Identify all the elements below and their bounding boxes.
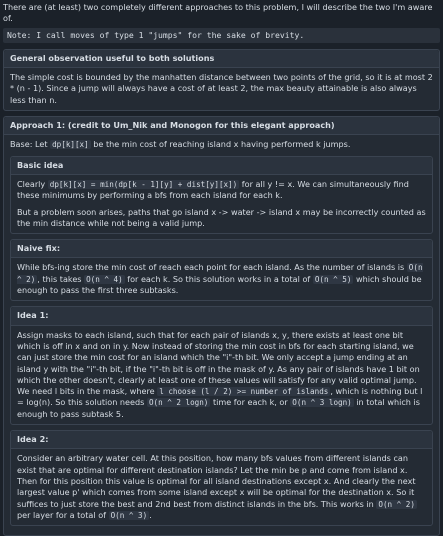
naive-text-4: which should be enough to pass the first three subtasks. — [17, 273, 422, 296]
base-text-pre: Base: Let — [10, 139, 51, 150]
naive-code-1: O(n ^ 2) — [17, 263, 423, 284]
basic-idea-paragraph-1 — [17, 179, 426, 202]
idea1-code-3: O(n ^ 3 logn) — [292, 398, 352, 408]
naive-code-2: O(n ^ 4) — [86, 274, 123, 284]
spoiler-general-observation-body — [4, 68, 439, 110]
spoiler-approach-1-body — [4, 135, 439, 535]
idea1-code-2: O(n ^ 2 logn) — [148, 398, 209, 408]
idea1-text-2: , which is nothing but l = log(n). So this solution needs — [17, 386, 423, 408]
spoiler-idea-1 — [10, 306, 433, 425]
note-code-block: Note: I call moves of type 1 "jumps" for the sake of brevity. — [3, 28, 440, 43]
naive-text-1: While bfs-ing store the min cost of reach each point for each island. As the number of islands is — [17, 262, 407, 273]
basic-idea-code: dp[k][x] = min(dp[k - 1][y] + dist[y][x]) — [49, 179, 238, 189]
idea1-text-4: in total which is enough to pass subtask 5. — [17, 397, 420, 419]
naive-code-3: O(n ^ 5) — [314, 274, 352, 284]
basic-idea-text-post: for all y != x. We can simultaneously find these minimums by performing a bfs from each island for each k. — [17, 178, 409, 201]
spoiler-approach-1-toggle[interactable]: Approach 1: (credit to Um_Nik and Monogon for this elegant approach) — [4, 117, 439, 135]
spoiler-basic-idea-toggle[interactable]: Basic idea — [11, 157, 432, 175]
spoiler-idea-2 — [10, 430, 433, 526]
spoiler-idea-2-body — [11, 449, 432, 525]
naive-text-2: , this takes — [37, 273, 85, 284]
spoiler-naive-fix-body — [11, 258, 432, 300]
spoiler-basic-idea — [10, 156, 433, 234]
base-text-post: be the min cost of reaching island x having performed k jumps. — [90, 139, 351, 150]
general-observation-text: The simple cost is bounded by the manhatten distance between two points of the grid, so it is at most 2 * (n - 1). Since a jump will always have a cost of at least 2, the max beauty attainable is also always less than n. — [10, 72, 433, 105]
naive-fix-paragraph — [17, 262, 426, 296]
idea2-text-2: per layer for a total of — [17, 509, 109, 520]
idea-2-paragraph — [17, 453, 426, 521]
spoiler-approach-1 — [3, 116, 440, 536]
idea-1-paragraph — [17, 330, 426, 420]
intro-text: There are (at least) two completely different approaches to this problem, I will describe the two I'm aware of. — [3, 2, 433, 24]
base-code: dp[k][x] — [52, 140, 89, 150]
spoiler-naive-fix-toggle[interactable]: Naive fix: — [11, 240, 432, 258]
basic-idea-text-pre: Clearly — [17, 178, 48, 189]
spoiler-idea-2-toggle[interactable]: Idea 2: — [11, 431, 432, 449]
idea2-code-2: O(n ^ 3) — [110, 510, 148, 520]
idea2-text-3: . — [149, 509, 152, 520]
idea1-text-1: Assign masks to each island, such that for each pair of islands x, y, there exists at least one bit which is off in x and on in y. Now instead of storing the min cost in bfs for each starting island, we can just store the min cost for an island which the "i"-th bit. We only accept a jump ending at an island y with the "i"-th bit, if the "i"-th bit is off in the mask of y. As any pair of islands have 1 bit on which the other doesn't, clearly at least one of these values will satisfy for any valid optimal jump. We need l bits in the mask, where — [17, 329, 420, 397]
basic-idea-paragraph-2: But a problem soon arises, paths that go island x -> water -> island x may be incorrectly counted as the min distance while not being a valid jump. — [17, 206, 426, 228]
idea1-code-1: l choose (l / 2) >= number of islands — [159, 387, 329, 397]
spoiler-general-observation-toggle[interactable]: General observation useful to both solutions — [4, 50, 439, 68]
spoiler-idea-1-body — [11, 326, 432, 424]
spoiler-general-observation — [3, 49, 440, 111]
idea2-text-1: Consider an arbitrary water cell. At this position, how many bfs values from different islands can exist that are optimal for different destination islands? Let the min be p and come from island x. Then for this position this value is optimal for all island destinations except x. And clearly the next largest value p' which comes from some island except x will be optimal for the destination x. So it suffices to just store the best and 2nd best from distinct islands in the bfs. This works in — [17, 453, 416, 509]
spoiler-naive-fix — [10, 239, 433, 301]
spoiler-basic-idea-body — [11, 175, 432, 233]
spoiler-idea-1-toggle[interactable]: Idea 1: — [11, 307, 432, 325]
approach-1-base-text — [10, 139, 433, 150]
idea2-code-1: O(n ^ 2) — [378, 499, 415, 509]
idea1-text-3: time for each k, or — [210, 397, 291, 408]
naive-text-3: for each k. So this solution works in a total of — [124, 273, 313, 284]
